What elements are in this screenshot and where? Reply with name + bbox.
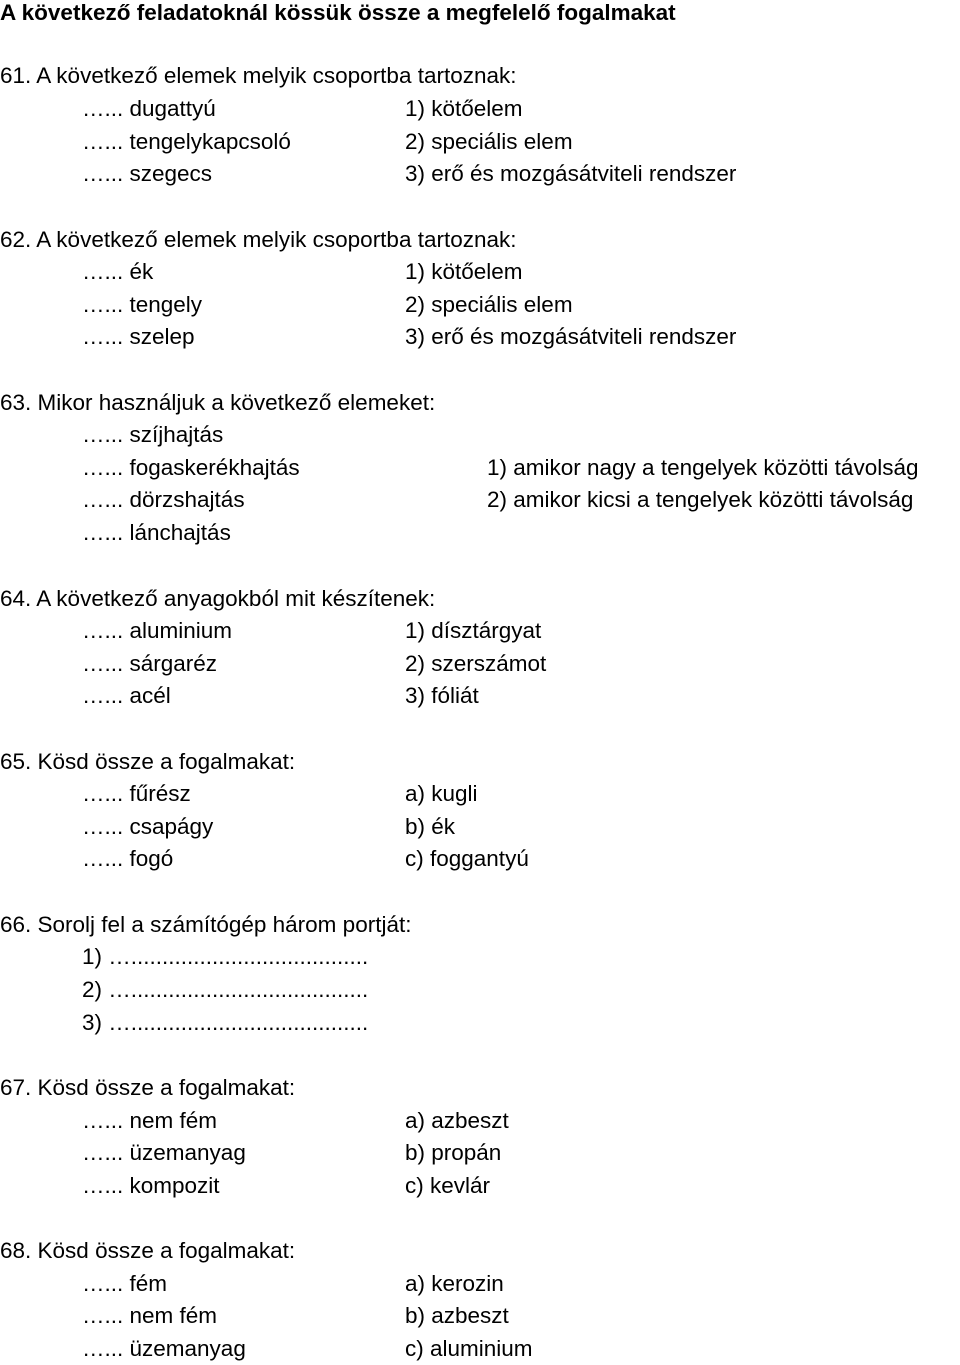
q63-item-2: …... fogaskerékhajtás [82, 455, 300, 480]
question-65-title: 65. Kösd össze a fogalmakat: [0, 749, 296, 774]
q64-option-1: 1) dísztárgyat [405, 618, 542, 643]
q67-option-1: a) azbeszt [405, 1108, 509, 1133]
q63-item-4: …... lánchajtás [82, 520, 231, 545]
q65-option-1: a) kugli [405, 781, 478, 806]
q68-option-3: c) aluminium [405, 1336, 533, 1361]
question-62-title: 62. A következő elemek melyik csoportba tartoznak: [0, 227, 517, 252]
q64-item-1: …... aluminium [82, 618, 233, 643]
q63-item-1: …... szíjhajtás [82, 422, 224, 447]
q68-item-1: …... fém [82, 1271, 168, 1296]
q61-item-2: …... tengelykapcsoló [82, 129, 291, 154]
q67-item-3: …... kompozit [82, 1173, 220, 1198]
q67-item-2: …... üzemanyag [82, 1140, 246, 1165]
q62-option-1: 1) kötőelem [405, 259, 523, 284]
question-66-title: 66. Sorolj fel a számítógép három portját: [0, 912, 412, 937]
question-63-title: 63. Mikor használjuk a következő elemeket: [0, 390, 436, 415]
q68-item-3: …... üzemanyag [82, 1336, 246, 1361]
q64-item-3: …... acél [82, 683, 171, 708]
q65-item-2: …... csapágy [82, 814, 214, 839]
q65-item-3: …... fogó [82, 846, 174, 871]
q66-blank-1: 1) …...................................... [82, 944, 369, 969]
q61-item-3: …... szegecs [82, 161, 213, 186]
q61-option-1: 1) kötőelem [405, 96, 523, 121]
q66-blank-3: 3) …...................................... [82, 1010, 369, 1035]
question-61-title: 61. A következő elemek melyik csoportba tartoznak: [0, 63, 517, 88]
q63-option-2: 2) amikor kicsi a tengelyek közötti távolság [487, 487, 914, 512]
q68-item-2: …... nem fém [82, 1303, 218, 1328]
q63-option-1: 1) amikor nagy a tengelyek közötti távolság [487, 455, 919, 480]
q62-option-3: 3) erő és mozgásátviteli rendszer [405, 324, 737, 349]
q68-option-2: b) azbeszt [405, 1303, 509, 1328]
q62-item-2: …... tengely [82, 292, 203, 317]
question-64-title: 64. A következő anyagokból mit készítenek: [0, 586, 436, 611]
worksheet-header: A következő feladatoknál kössük össze a megfelelő fogalmakat [0, 0, 676, 25]
q66-blank-2: 2) …...................................... [82, 977, 369, 1002]
q64-option-3: 3) fóliát [405, 683, 479, 708]
q64-item-2: …... sárgaréz [82, 651, 218, 676]
q67-item-1: …... nem fém [82, 1108, 218, 1133]
q62-option-2: 2) speciális elem [405, 292, 573, 317]
q61-option-3: 3) erő és mozgásátviteli rendszer [405, 161, 737, 186]
q62-item-3: …... szelep [82, 324, 195, 349]
q65-option-3: c) foggantyú [405, 846, 529, 871]
q61-option-2: 2) speciális elem [405, 129, 573, 154]
q68-option-1: a) kerozin [405, 1271, 504, 1296]
q67-option-3: c) kevlár [405, 1173, 491, 1198]
q65-option-2: b) ék [405, 814, 456, 839]
question-68-title: 68. Kösd össze a fogalmakat: [0, 1238, 296, 1263]
question-67-title: 67. Kösd össze a fogalmakat: [0, 1075, 296, 1100]
q65-item-1: …... fűrész [82, 781, 191, 806]
q62-item-1: …... ék [82, 259, 154, 284]
q67-option-2: b) propán [405, 1140, 502, 1165]
q64-option-2: 2) szerszámot [405, 651, 547, 676]
q63-item-3: …... dörzshajtás [82, 487, 245, 512]
q61-item-1: …... dugattyú [82, 96, 216, 121]
